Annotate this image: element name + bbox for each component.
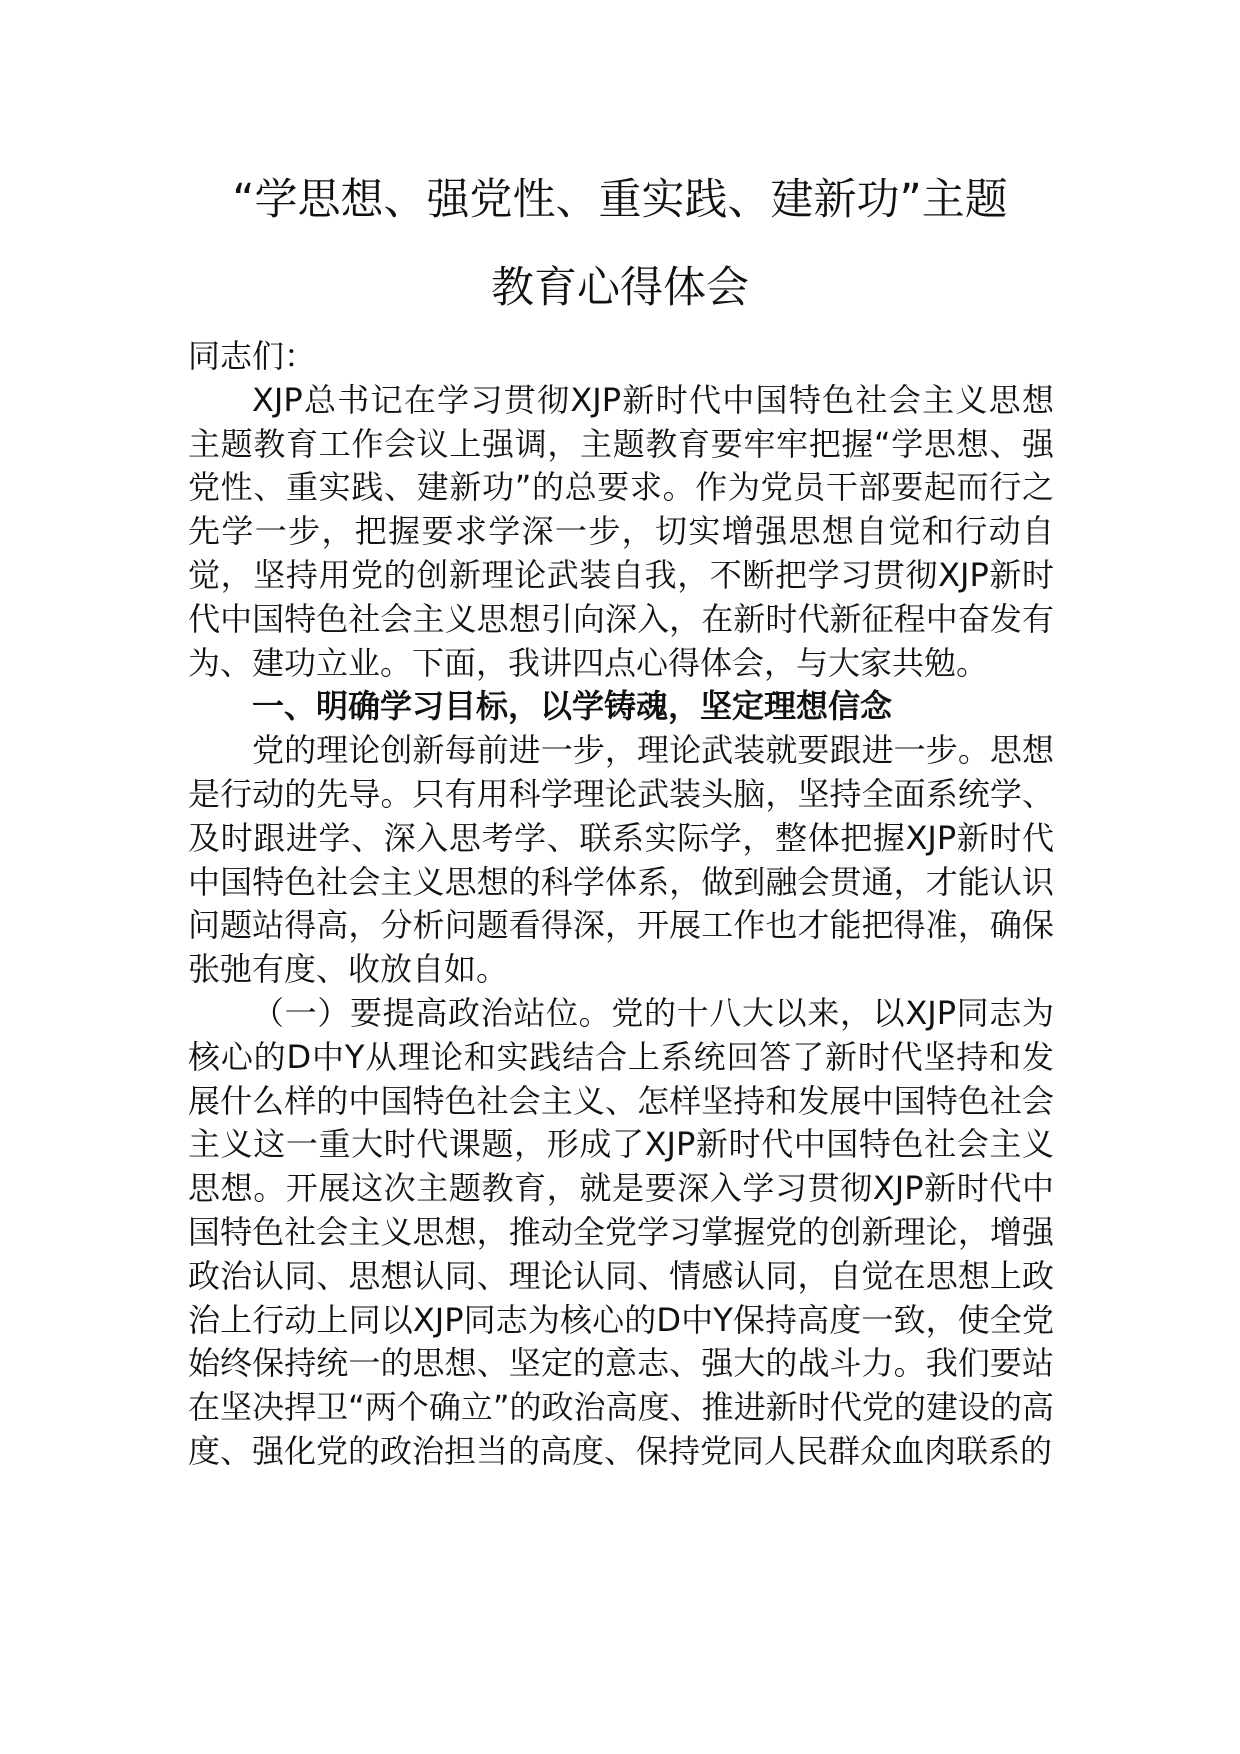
section-heading-1: 一、明确学习目标，以学铸魂，坚定理想信念 [252,687,893,726]
greeting: 同志们： [188,337,317,375]
paragraph-subsection-1: （一）要提高政治站位。党的十八大以来，以XJP同志为核心的D中Y从理论和实践结合上系统回答了新时代坚持和发展什么样的中国特色社会主义、怎样坚持和发展中国特色社会主义这一重大时代课题，形成了XJP新时代中国特色社会主义思想。开展这次主题教育，就是要深入学习贯彻XJP新时代中国特色社会主义思想，推动全党学习掌握党的创新理论，增强政治认同、思想认同、理论认同、情感认同，自觉在思想上政治上行动上同以XJP同志为核心的D中Y保持高度一致，使全党始终保持统一的思想、坚定的意志、强大的战斗力。我们要站在坚决捍卫“两个确立”的政治高度、推进新时代党的建设的高度、强化党的政治担当的高度、保持党同人民群众血肉联系的 [188,993,1054,1470]
paragraph-intro: XJP总书记在学习贯彻XJP新时代中国特色社会主义思想主题教育工作会议上强调，主题教育要牢牢把握“学思想、强党性、重实践、建新功”的总要求。作为党员干部要起而行之先学一步，把握要求学深一步，切实增强思想自觉和行动自觉，坚持用党的创新理论武装自我，不断把学习贯彻XJP新时代中国特色社会主义思想引向深入，在新时代新征程中奋发有为、建功立业。下面，我讲四点心得体会，与大家共勉。 [188,380,1054,682]
document-title-line-2: 教育心得体会 [491,263,749,313]
paragraph-section-1: 党的理论创新每前进一步，理论武装就要跟进一步。思想是行动的先导。只有用科学理论武装头脑，坚持全面系统学、及时跟进学、深入思考学、联系实际学，整体把握XJP新时代中国特色社会主义思想的科学体系，做到融会贯通，才能认识问题站得高，分析问题看得深，开展工作也才能把得准，确保张弛有度、收放自如。 [188,731,1054,989]
document-body [188,335,1054,1474]
document-title-line-1: “学思想、强党性、重实践、建新功”主题 [232,175,1008,225]
